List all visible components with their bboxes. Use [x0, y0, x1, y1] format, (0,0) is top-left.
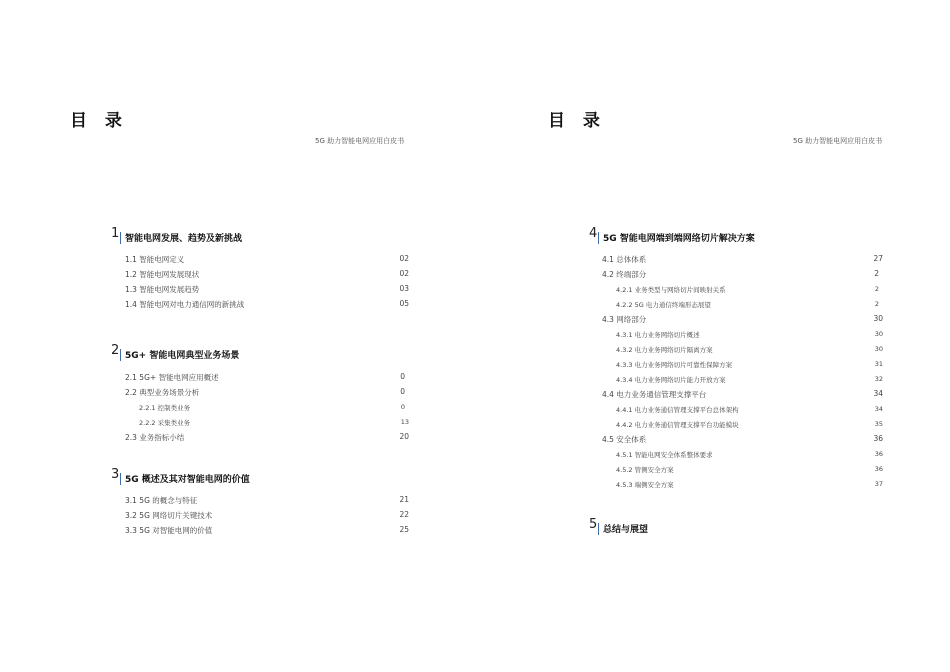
toc-entry-page: 31 [874, 360, 883, 368]
toc-entry-label: 3.3 5G 对智能电网的价值 [125, 526, 213, 535]
toc-entry-page: 21 [399, 495, 409, 504]
toc-entry-page: 03 [399, 284, 409, 293]
page-title: 目 录 [70, 111, 128, 131]
chapter-title: 5G 智能电网端到端网络切片解决方案 [603, 234, 755, 244]
toc-subentry[interactable] [616, 300, 879, 314]
toc-subentry[interactable] [616, 360, 883, 374]
toc-entry-label: 2.2 典型业务场景分析 [125, 388, 200, 397]
chapter-divider [120, 473, 121, 485]
chapter-number: 2 [111, 343, 120, 358]
toc-entry-label: 1.4 智能电网对电力通信网的新挑战 [125, 300, 245, 309]
toc-entry[interactable] [125, 432, 409, 446]
toc-entry-label: 3.2 5G 网络切片关键技术 [125, 511, 213, 520]
chapter-heading[interactable] [111, 226, 411, 245]
chapter-title: 总结与展望 [603, 525, 649, 535]
toc-entry-label: 4.1 总体体系 [602, 255, 647, 264]
chapter-heading[interactable] [111, 467, 411, 486]
toc-subentry[interactable] [616, 285, 879, 299]
toc-subentry[interactable] [616, 345, 883, 359]
chapter-divider [598, 232, 599, 244]
toc-entry-page: 30 [873, 314, 883, 323]
toc-entry-page: 25 [399, 525, 409, 534]
toc-subentry[interactable] [616, 405, 883, 419]
page-subtitle: 5G 助力智能电网应用白皮书 [315, 137, 405, 145]
toc-entry[interactable] [125, 254, 409, 268]
chapter-divider [120, 232, 121, 244]
toc-entry[interactable] [125, 525, 409, 539]
toc-entry-page: 0 [400, 372, 405, 381]
toc-entry-label: 2.2.1 控制类业务 [139, 404, 191, 412]
chapter-heading[interactable] [111, 343, 411, 362]
toc-entry-page: 32 [874, 375, 883, 383]
toc-entry-page: 36 [874, 465, 883, 473]
toc-entry-label: 2.3 业务指标小结 [125, 433, 185, 442]
toc-subentry[interactable] [616, 330, 883, 344]
chapter-title: 智能电网发展、趋势及新挑战 [125, 234, 243, 244]
chapter-number: 3 [111, 467, 120, 482]
toc-entry-label: 4.2 终端部分 [602, 270, 647, 279]
toc-subentry[interactable] [616, 465, 883, 479]
toc-entry-page: 36 [873, 434, 883, 443]
toc-entry-label: 4.5.3 端侧安全方案 [616, 481, 674, 489]
toc-entry[interactable] [125, 387, 405, 401]
toc-entry-page: 2 [874, 269, 879, 278]
toc-entry-page: 2 [874, 285, 879, 293]
toc-entry-label: 3.1 5G 的概念与特征 [125, 496, 198, 505]
toc-entry-page: 02 [399, 269, 409, 278]
toc-entry-label: 4.3.3 电力业务网络切片可靠性保障方案 [616, 361, 733, 369]
toc-entry-page: 13 [400, 418, 409, 426]
toc-subentry[interactable] [139, 403, 405, 417]
toc-entry-label: 4.2.2 5G 电力通信终端形态展望 [616, 301, 711, 309]
chapter-number: 5 [589, 517, 598, 532]
right-page [475, 0, 950, 672]
toc-entry-label: 4.5.2 管侧安全方案 [616, 466, 674, 474]
toc-entry[interactable] [602, 254, 883, 268]
chapter-heading[interactable] [589, 517, 789, 536]
toc-entry-label: 2.1 5G+ 智能电网应用概述 [125, 373, 219, 382]
toc-entry[interactable] [125, 495, 409, 509]
toc-entry[interactable] [602, 389, 883, 403]
toc-entry-page: 34 [874, 405, 883, 413]
toc-entry-label: 4.3 网络部分 [602, 315, 647, 324]
toc-entry-label: 4.4.1 电力业务通信管理支撑平台总体架构 [616, 406, 739, 414]
toc-entry-page: 2 [874, 300, 879, 308]
toc-entry-label: 2.2.2 采集类业务 [139, 419, 191, 427]
toc-entry-label: 4.3.2 电力业务网络切片隔离方案 [616, 346, 713, 354]
toc-entry-label: 1.1 智能电网定义 [125, 255, 185, 264]
toc-entry-label: 4.4 电力业务通信管理支撑平台 [602, 390, 707, 399]
chapter-title: 5G 概述及其对智能电网的价值 [125, 475, 250, 485]
toc-subentry[interactable] [616, 420, 883, 434]
toc-entry[interactable] [125, 269, 409, 283]
toc-entry-page: 0 [400, 403, 405, 411]
toc-entry-label: 4.2.1 业务类型与网络切片间映射关系 [616, 286, 726, 294]
chapter-number: 1 [111, 226, 120, 241]
toc-entry-label: 4.3.1 电力业务网络切片概述 [616, 331, 700, 339]
toc-entry[interactable] [602, 269, 879, 283]
toc-entry-label: 4.5.1 智能电网安全体系整体要求 [616, 451, 713, 459]
toc-entry[interactable] [125, 510, 409, 524]
toc-entry-page: 02 [399, 254, 409, 263]
toc-entry-label: 4.5 安全体系 [602, 435, 647, 444]
toc-entry-page: 34 [873, 389, 883, 398]
toc-entry-label: 4.3.4 电力业务网络切片能力开放方案 [616, 376, 726, 384]
toc-entry-page: 05 [399, 299, 409, 308]
chapter-number: 4 [589, 226, 598, 241]
toc-entry[interactable] [125, 299, 409, 313]
toc-subentry[interactable] [616, 450, 883, 464]
toc-entry[interactable] [125, 372, 405, 386]
toc-entry-page: 36 [874, 450, 883, 458]
chapter-heading[interactable] [589, 226, 889, 245]
toc-entry[interactable] [602, 434, 883, 448]
toc-entry-page: 0 [400, 387, 405, 396]
page-subtitle: 5G 助力智能电网应用白皮书 [793, 137, 883, 145]
toc-entry-label: 1.2 智能电网发展现状 [125, 270, 200, 279]
toc-entry-label: 1.3 智能电网发展趋势 [125, 285, 200, 294]
page-title: 目 录 [548, 111, 606, 131]
chapter-title: 5G+ 智能电网典型业务场景 [125, 351, 240, 361]
toc-subentry[interactable] [616, 375, 883, 389]
toc-entry-page: 30 [874, 345, 883, 353]
toc-entry-label: 4.4.2 电力业务通信管理支撑平台功能模块 [616, 421, 739, 429]
toc-subentry[interactable] [139, 418, 409, 432]
toc-entry[interactable] [602, 314, 883, 328]
chapter-divider [598, 523, 599, 535]
toc-subentry[interactable] [616, 480, 883, 494]
toc-entry-page: 37 [874, 480, 883, 488]
chapter-divider [120, 349, 121, 361]
toc-entry-page: 35 [874, 420, 883, 428]
toc-entry[interactable] [125, 284, 409, 298]
toc-entry-page: 22 [399, 510, 409, 519]
toc-entry-page: 27 [873, 254, 883, 263]
toc-entry-page: 20 [399, 432, 409, 441]
toc-entry-page: 30 [874, 330, 883, 338]
